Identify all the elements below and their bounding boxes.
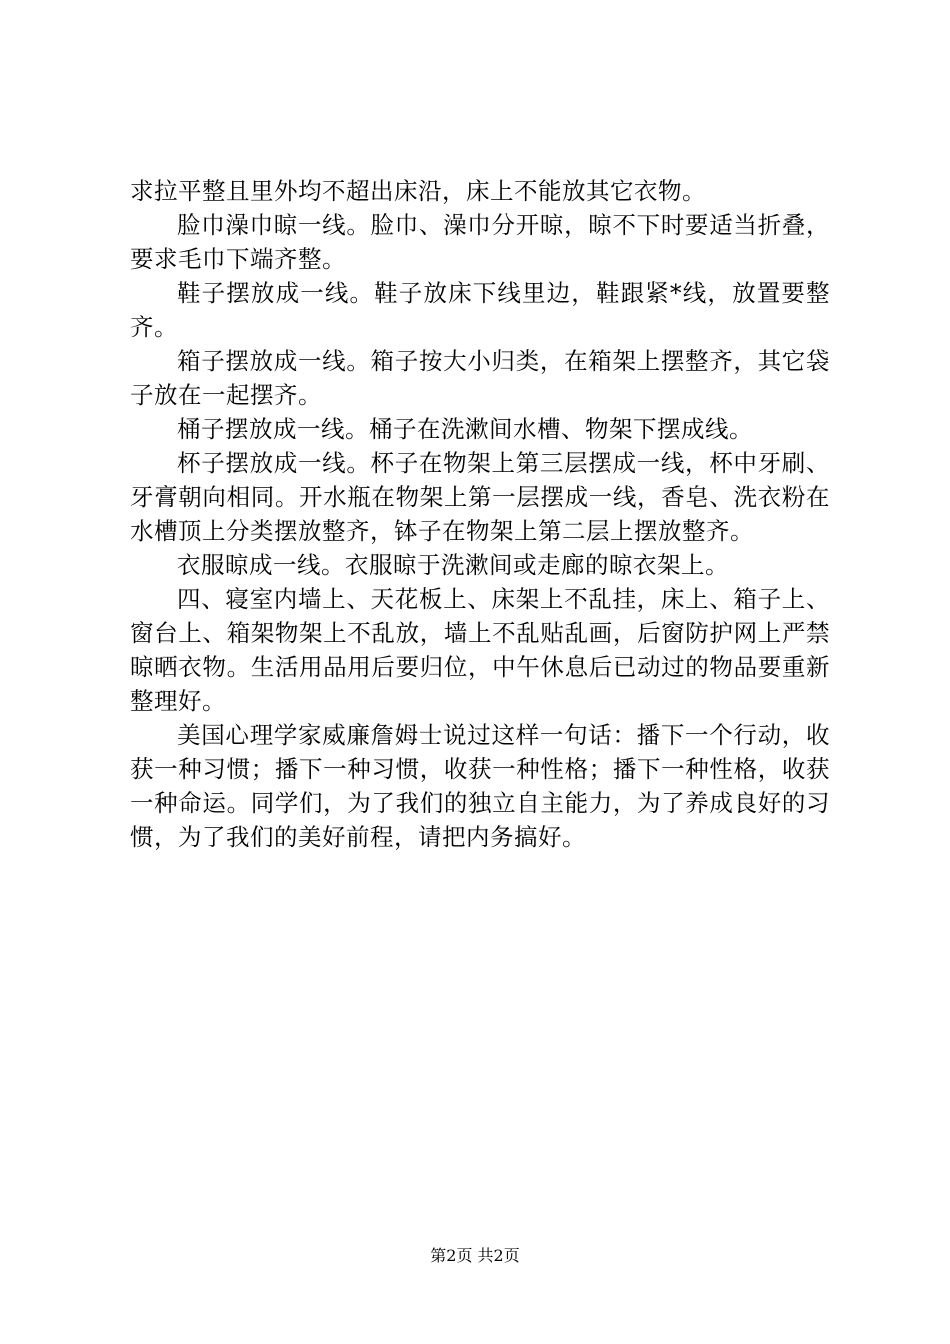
paragraph: 杯子摆放成一线。杯子在物架上第三层摆成一线，杯中牙刷、牙膏朝向相同。开水瓶在物架上第一层摆成一线，香皂、洗衣粉在水槽顶上分类摆放整齐，钵子在物架上第二层上摆放整齐。 xyxy=(130,449,830,545)
paragraph: 箱子摆放成一线。箱子按大小归类，在箱架上摆整齐，其它袋子放在一起摆齐。 xyxy=(130,347,830,409)
page-number-footer: 第2页 共2页 xyxy=(430,1246,520,1265)
paragraph: 桶子摆放成一线。桶子在洗漱间水槽、物架下摆成线。 xyxy=(177,415,753,443)
paragraph: 求拉平整且里外均不超出床沿，床上不能放其它衣物。 xyxy=(130,177,706,205)
document-body xyxy=(130,174,830,854)
paragraph: 脸巾澡巾晾一线。脸巾、澡巾分开晾，晾不下时要适当折叠，要求毛巾下端齐整。 xyxy=(130,211,830,273)
paragraph: 四、寝室内墙上、天花板上、床架上不乱挂，床上、箱子上、窗台上、箱架物架上不乱放，墙上不乱贴乱画，后窗防护网上严禁晾晒衣物。生活用品用后要归位，中午休息后已动过的物品要重新整理好。 xyxy=(130,585,830,715)
paragraph: 美国心理学家威廉詹姆士说过这样一句话：播下一个行动，收获一种习惯；播下一种习惯，收获一种性格；播下一种性格，收获一种命运。同学们，为了我们的独立自主能力，为了养成良好的习惯，为了我们的美好前程，请把内务搞好。 xyxy=(130,721,830,851)
paragraph: 鞋子摆放成一线。鞋子放床下线里边，鞋跟紧*线，放置要整齐。 xyxy=(130,279,830,341)
paragraph: 衣服晾成一线。衣服晾于洗漱间或走廊的晾衣架上。 xyxy=(177,551,729,579)
